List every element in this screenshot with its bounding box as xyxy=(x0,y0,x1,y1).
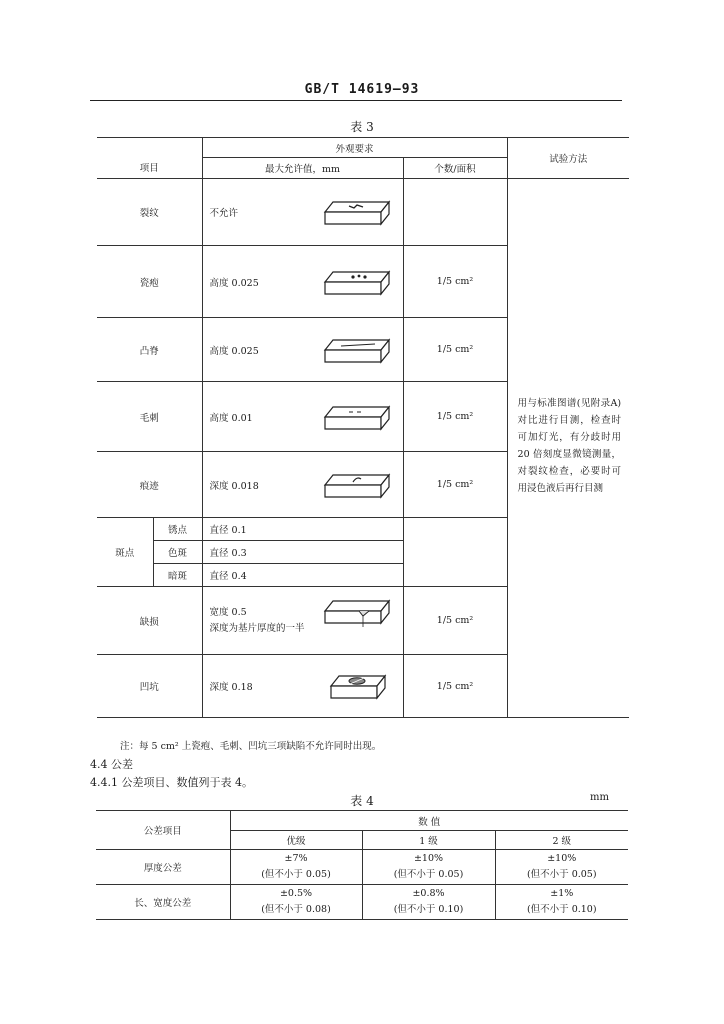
trace-block-icon xyxy=(323,470,391,500)
test-method-text: 用与标准图谱(见附录A)对比进行目测，检查时可加灯光，有分歧时用 20 倍刻度显微镜测量，对裂纹检查，必要时可用浸色液后再行目测 xyxy=(517,398,622,494)
t4-item: 长、宽度公差 xyxy=(96,885,230,920)
table3-caption: 表 3 xyxy=(350,120,374,134)
t4-value-min: (但不小于 0.10) xyxy=(526,904,597,915)
t4-grade-premium: 优级 xyxy=(230,831,362,850)
t3-item: 毛刺 xyxy=(97,382,202,452)
t4-value: ±10% xyxy=(547,853,577,864)
t3-count: 1/5 cm² xyxy=(403,382,507,452)
t3-item: 痕迹 xyxy=(97,452,202,518)
t4-value: ±1% xyxy=(550,888,574,899)
t3-count xyxy=(403,179,507,246)
t3-item: 凹坑 xyxy=(97,655,202,718)
t3-item: 缺损 xyxy=(97,587,202,655)
table-row xyxy=(97,179,629,246)
bubble-block-icon xyxy=(323,267,391,297)
t3-max-line2: 深度为基片厚度的一半 xyxy=(209,622,305,634)
t3-max: 高度 0.01 xyxy=(209,412,253,424)
t3-col-item: 项目 xyxy=(97,138,202,179)
t4-grade-2: 2 级 xyxy=(495,831,628,850)
t3-item: 凸脊 xyxy=(97,318,202,382)
t4-col-group: 数 值 xyxy=(230,811,628,831)
table-row xyxy=(96,850,628,885)
burr-block-icon xyxy=(323,402,391,432)
standard-number: GB/T 14619—93 xyxy=(304,82,420,97)
t3-max: 直径 0.1 xyxy=(202,518,403,541)
t3-item: 瓷疱 xyxy=(97,246,202,318)
table-row xyxy=(96,885,628,920)
t4-value-min: (但不小于 0.05) xyxy=(393,869,464,880)
t3-max: 不允许 xyxy=(209,208,239,219)
t3-count: 1/5 cm² xyxy=(403,452,507,518)
t3-max: 深度 0.18 xyxy=(209,682,253,693)
t3-col-method: 试验方法 xyxy=(507,138,629,179)
t3-subitem: 色斑 xyxy=(153,541,202,564)
t3-subitem: 暗斑 xyxy=(153,564,202,587)
t3-col-count: 个数/面积 xyxy=(403,158,507,179)
t4-value: ±0.5% xyxy=(279,888,313,899)
t4-col-item: 公差项目 xyxy=(96,811,230,850)
t4-value: ±7% xyxy=(284,853,308,864)
ridge-block-icon xyxy=(323,335,391,365)
table3-note: 注：每 5 cm² 上瓷疱、毛刺、凹坑三项缺陷不允许同时出现。 xyxy=(120,741,382,752)
t3-max: 直径 0.4 xyxy=(202,564,403,587)
t4-item: 厚度公差 xyxy=(96,850,230,885)
table4-unit: mm xyxy=(590,792,609,803)
t3-item: 裂纹 xyxy=(97,179,202,246)
t3-count: 1/5 cm² xyxy=(403,246,507,318)
t4-value-min: (但不小于 0.10) xyxy=(393,904,464,915)
t3-col-max: 最大允许值，mm xyxy=(202,158,403,179)
t4-value-min: (但不小于 0.05) xyxy=(261,869,331,880)
t4-value-min: (但不小于 0.05) xyxy=(526,869,597,880)
t3-count: 1/5 cm² xyxy=(403,587,507,655)
pit-block-icon xyxy=(323,671,391,701)
crack-block-icon xyxy=(323,197,391,227)
chip-block-icon xyxy=(323,596,391,628)
t3-subitem: 锈点 xyxy=(153,518,202,541)
t4-value-min: (但不小于 0.08) xyxy=(261,904,331,915)
t3-count: 1/5 cm² xyxy=(403,655,507,718)
section-4-4: 4.4 公差 xyxy=(90,758,133,771)
t3-max: 高度 0.025 xyxy=(209,277,259,289)
t3-col-group: 外观要求 xyxy=(202,138,507,158)
section-4-4-1: 4.4.1 公差项目、数值列于表 4。 xyxy=(90,776,253,789)
t4-grade-1: 1 级 xyxy=(362,831,495,850)
tolerance-table xyxy=(96,810,628,920)
t3-max: 深度 0.018 xyxy=(209,480,259,492)
header-rule xyxy=(90,100,622,101)
t3-max: 直径 0.3 xyxy=(202,541,403,564)
t3-count-empty xyxy=(403,518,507,587)
t3-max-line1: 宽度 0.5 xyxy=(209,606,247,618)
appearance-table xyxy=(97,137,629,718)
t3-count: 1/5 cm² xyxy=(403,318,507,382)
t4-value: ±0.8% xyxy=(412,888,445,899)
table4-caption: 表 4 xyxy=(350,794,374,808)
t3-max: 高度 0.025 xyxy=(209,345,259,357)
t4-value: ±10% xyxy=(413,853,444,864)
t3-item: 斑点 xyxy=(97,518,153,587)
